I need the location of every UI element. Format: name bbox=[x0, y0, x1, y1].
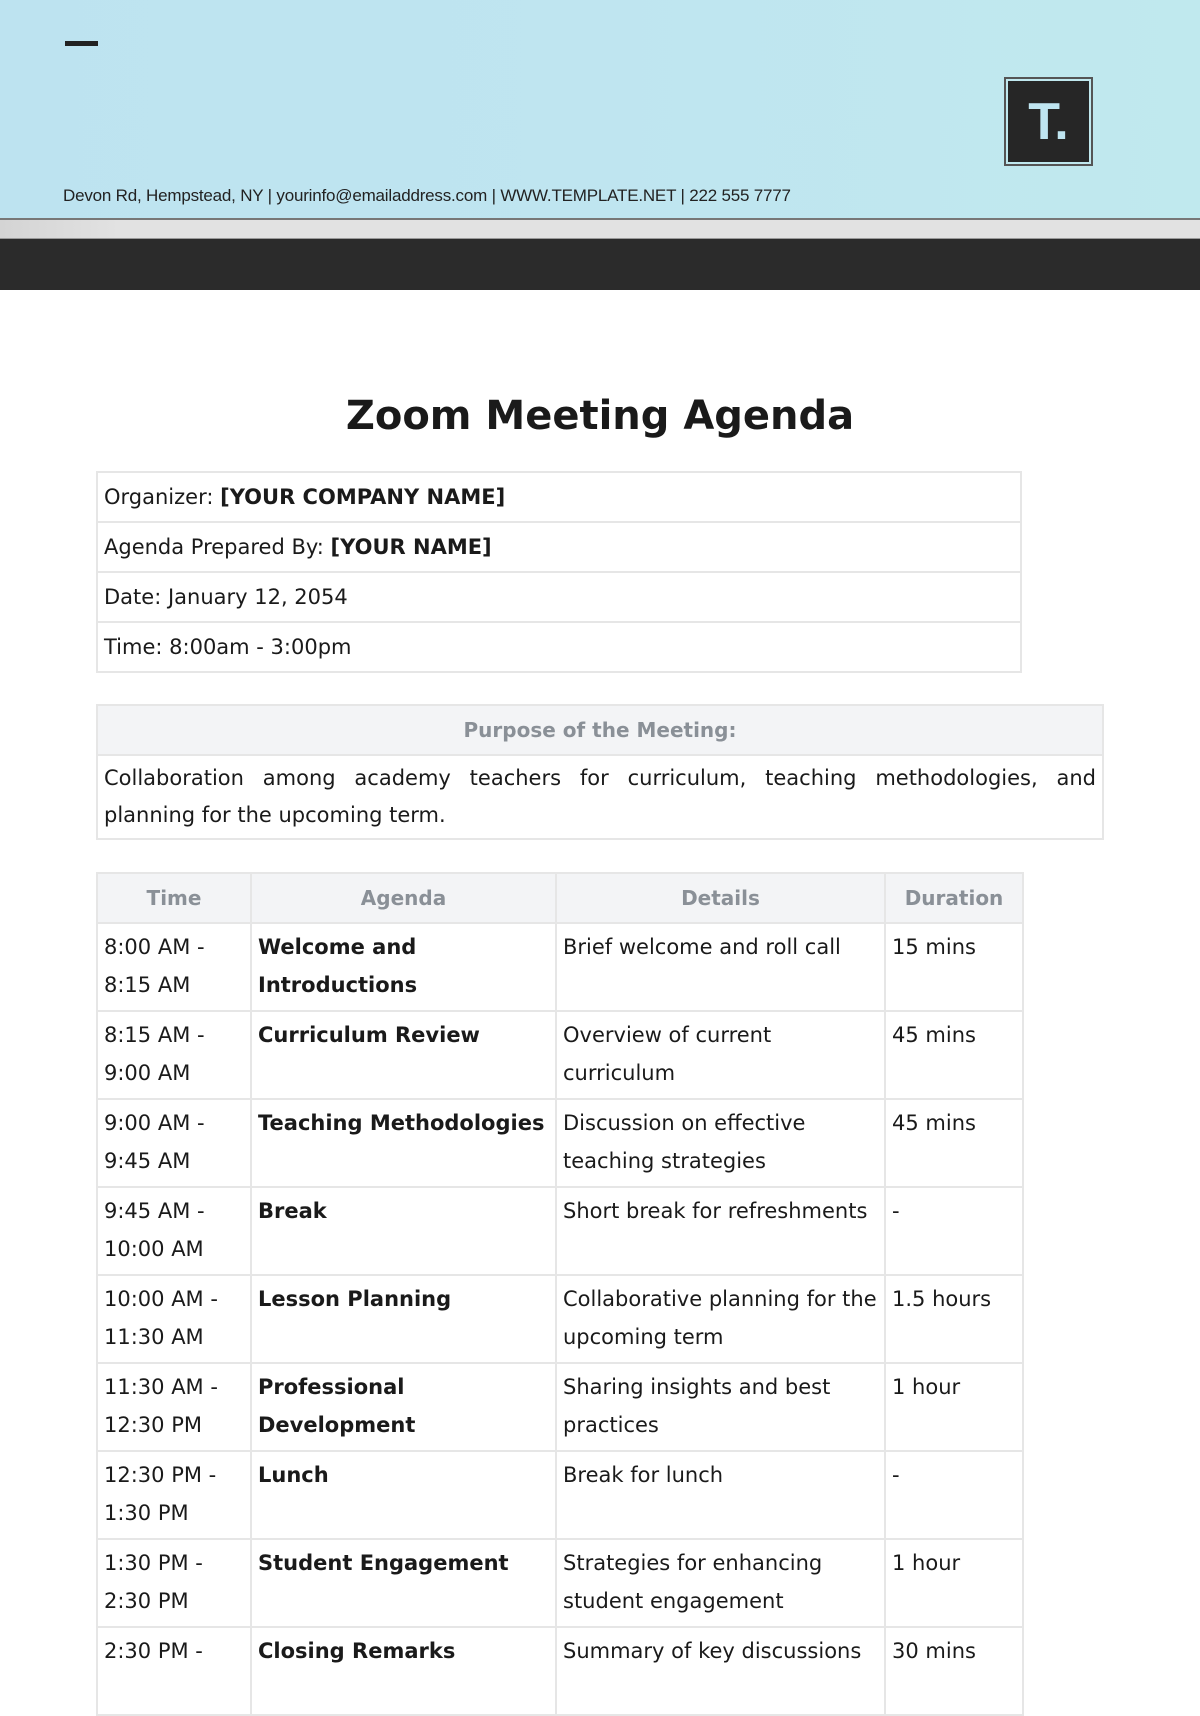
duration-cell: 45 mins bbox=[885, 1099, 1023, 1187]
agenda-cell: Lesson Planning bbox=[251, 1275, 556, 1363]
details-cell: Strategies for enhancing student engagement bbox=[556, 1539, 885, 1627]
table-row bbox=[97, 1011, 1023, 1099]
details-cell: Break for lunch bbox=[556, 1451, 885, 1539]
header-time: Time bbox=[97, 873, 251, 923]
gray-strip bbox=[0, 220, 1200, 239]
prepared-value: [YOUR NAME] bbox=[330, 535, 492, 559]
agenda-cell: Teaching Methodologies bbox=[251, 1099, 556, 1187]
prepared-label: Agenda Prepared By: bbox=[104, 535, 331, 559]
table-row bbox=[97, 923, 1023, 1011]
page-title: Zoom Meeting Agenda bbox=[345, 393, 855, 439]
header-duration: Duration bbox=[885, 873, 1023, 923]
prepared-by-cell bbox=[97, 522, 1021, 572]
agenda-cell: Break bbox=[251, 1187, 556, 1275]
dash-mark bbox=[65, 41, 98, 46]
info-table bbox=[96, 471, 1022, 673]
purpose-table bbox=[96, 704, 1104, 840]
time-cell: 8:00 AM - 8:15 AM bbox=[97, 923, 251, 1011]
logo-text: T. bbox=[1008, 81, 1089, 162]
purpose-heading: Purpose of the Meeting: bbox=[97, 705, 1103, 755]
duration-cell: 1 hour bbox=[885, 1363, 1023, 1451]
details-cell: Sharing insights and best practices bbox=[556, 1363, 885, 1451]
header-details: Details bbox=[556, 873, 885, 923]
time-cell: 10:00 AM - 11:30 AM bbox=[97, 1275, 251, 1363]
date-cell: Date: January 12, 2054 bbox=[97, 572, 1021, 622]
agenda-cell: Student Engagement bbox=[251, 1539, 556, 1627]
time-cell: 9:00 AM - 9:45 AM bbox=[97, 1099, 251, 1187]
time-cell: 2:30 PM - bbox=[97, 1627, 251, 1715]
agenda-cell: Curriculum Review bbox=[251, 1011, 556, 1099]
agenda-cell: Welcome and Introductions bbox=[251, 923, 556, 1011]
table-row bbox=[97, 1539, 1023, 1627]
time-cell: 11:30 AM - 12:30 PM bbox=[97, 1363, 251, 1451]
agenda-table bbox=[96, 872, 1024, 1716]
time-cell: 1:30 PM - 2:30 PM bbox=[97, 1539, 251, 1627]
duration-cell: 30 mins bbox=[885, 1627, 1023, 1715]
table-row bbox=[97, 1187, 1023, 1275]
details-cell: Brief welcome and roll call bbox=[556, 923, 885, 1011]
time-cell: 8:15 AM - 9:00 AM bbox=[97, 1011, 251, 1099]
time-cell: Time: 8:00am - 3:00pm bbox=[97, 622, 1021, 672]
purpose-text: Collaboration among academy teachers for curriculum, teaching methodologies, and planning for the upcoming term. bbox=[97, 755, 1103, 839]
duration-cell: 15 mins bbox=[885, 923, 1023, 1011]
agenda-cell: Professional Development bbox=[251, 1363, 556, 1451]
table-row bbox=[97, 1275, 1023, 1363]
details-cell: Collaborative planning for the upcoming term bbox=[556, 1275, 885, 1363]
agenda-cell: Closing Remarks bbox=[251, 1627, 556, 1715]
dark-band bbox=[0, 239, 1200, 290]
contact-info: Devon Rd, Hempstead, NY | yourinfo@emailaddress.com | WWW.TEMPLATE.NET | 222 555 7777 bbox=[63, 186, 791, 205]
table-row bbox=[97, 1099, 1023, 1187]
time-cell: 12:30 PM - 1:30 PM bbox=[97, 1451, 251, 1539]
details-cell: Summary of key discussions bbox=[556, 1627, 885, 1715]
duration-cell: 45 mins bbox=[885, 1011, 1023, 1099]
duration-cell: - bbox=[885, 1451, 1023, 1539]
header-agenda: Agenda bbox=[251, 873, 556, 923]
details-cell: Short break for refreshments bbox=[556, 1187, 885, 1275]
table-row bbox=[97, 1451, 1023, 1539]
duration-cell: 1.5 hours bbox=[885, 1275, 1023, 1363]
duration-cell: - bbox=[885, 1187, 1023, 1275]
duration-cell: 1 hour bbox=[885, 1539, 1023, 1627]
time-cell: 9:45 AM - 10:00 AM bbox=[97, 1187, 251, 1275]
logo bbox=[1004, 77, 1093, 166]
table-row bbox=[97, 1627, 1023, 1715]
details-cell: Overview of current curriculum bbox=[556, 1011, 885, 1099]
organizer-value: [YOUR COMPANY NAME] bbox=[220, 485, 506, 509]
letterhead-banner bbox=[0, 0, 1200, 220]
table-row bbox=[97, 1363, 1023, 1451]
agenda-cell: Lunch bbox=[251, 1451, 556, 1539]
organizer-cell bbox=[97, 472, 1021, 522]
details-cell: Discussion on effective teaching strategies bbox=[556, 1099, 885, 1187]
organizer-label: Organizer: bbox=[104, 485, 221, 509]
